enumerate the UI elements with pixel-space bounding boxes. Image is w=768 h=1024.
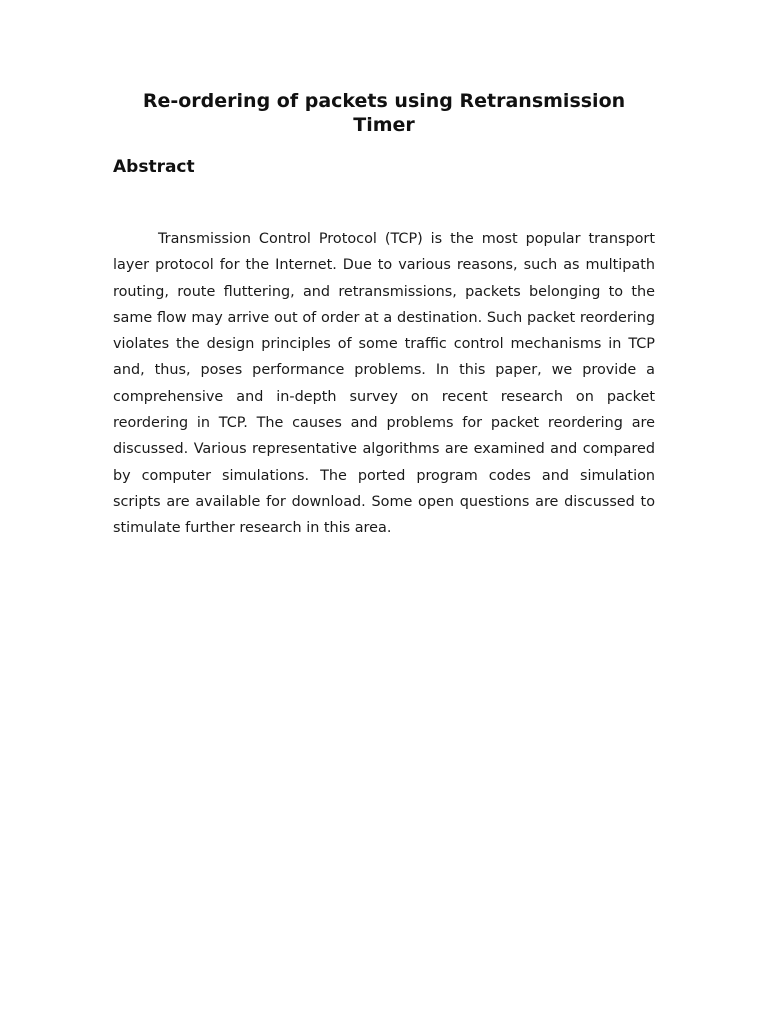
document-title: Re-ordering of packets using Retransmission Timer — [142, 90, 626, 136]
abstract-heading: Abstract — [113, 157, 195, 177]
abstract-paragraph: Transmission Control Protocol (TCP) is the most popular transport layer protocol for the Internet. Due to various reasons, such as multipath routing, route fluttering, and retransmissions, packets belonging to the same flow may arrive out of order at a destination. Such packet reordering violates the design principles of some traffic control mechanisms in TCP and, thus, poses performance problems. In this paper, we provide a comprehensive and in-depth survey on recent research on packet reordering in TCP. The causes and problems for packet reordering are discussed. Various representative algorithms are examined and compared by computer simulations. The ported program codes and simulation scripts are available for download. Some open questions are discussed to stimulate further research in this area. — [113, 231, 655, 537]
